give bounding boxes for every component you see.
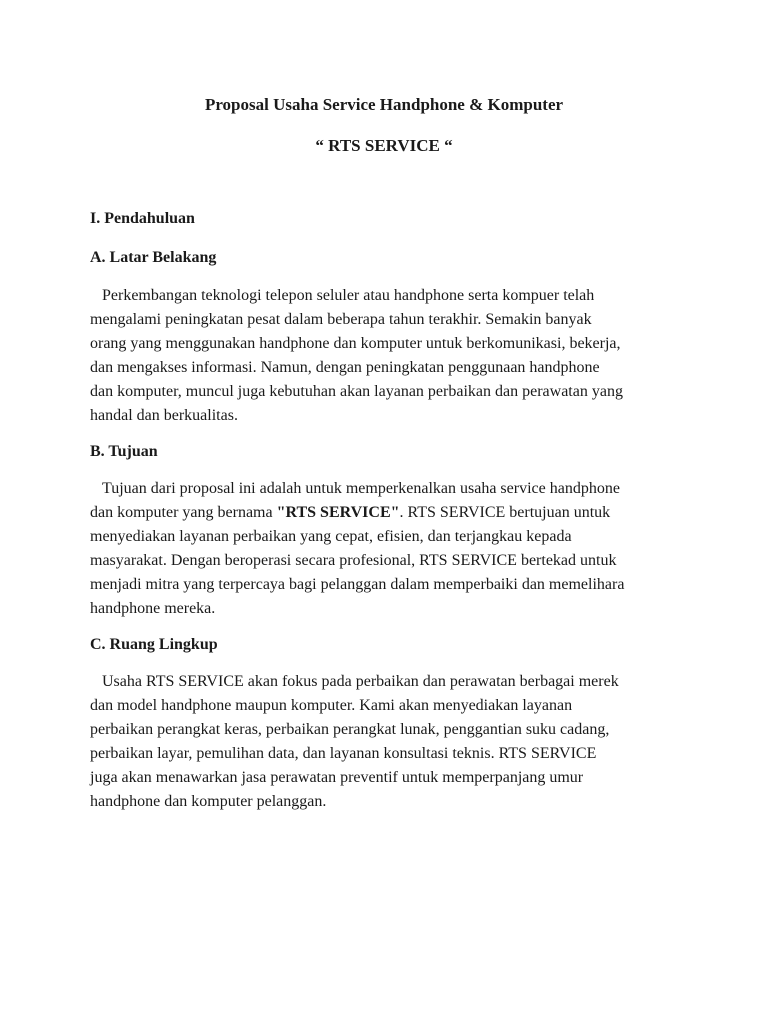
section-heading-pendahuluan: I. Pendahuluan [90,210,195,227]
paragraph-line: menjadi mitra yang terpercaya bagi pelanggan dalam memperbaiki dan memelihara [90,576,625,593]
paragraph-line: perbaikan layar, pemulihan data, dan layanan konsultasi teknis. RTS SERVICE [90,745,597,762]
bold-business-name: "RTS SERVICE" [276,504,400,521]
paragraph-line: mengalami peningkatan pesat dalam beberapa tahun terakhir. Semakin banyak [90,311,592,328]
paragraph-line: dan model handphone maupun komputer. Kami akan menyediakan layanan [90,697,573,714]
subsection-heading-tujuan: B. Tujuan [90,443,158,460]
paragraph-line: juga akan menawarkan jasa perawatan preventif untuk memperpanjang umur [90,769,584,786]
text-run: dan komputer yang bernama [90,504,277,521]
paragraph-line: handphone dan komputer pelanggan. [90,793,327,810]
text-run: . RTS SERVICE bertujuan untuk [399,504,611,521]
paragraph-line: orang yang menggunakan handphone dan komputer untuk berkomunikasi, bekerja, [90,335,621,352]
paragraph-line-with-bold [90,501,682,525]
paragraph-line: Usaha RTS SERVICE akan fokus pada perbaikan dan perawatan berbagai merek [102,673,619,690]
paragraph-line: menyediakan layanan perbaikan yang cepat, efisien, dan terjangkau kepada [90,528,572,545]
paragraph-latar-belakang [90,284,682,428]
document-subtitle: “ RTS SERVICE “ [315,136,453,155]
paragraph-line: perbaikan perangkat keras, perbaikan perangkat lunak, penggantian suku cadang, [90,721,610,738]
paragraph-line: handal dan berkualitas. [90,407,238,424]
paragraph-line: Perkembangan teknologi telepon seluler atau handphone serta kompuer telah [102,287,595,304]
paragraph-tujuan [90,477,682,621]
paragraph-ruang-lingkup [90,670,682,814]
paragraph-line: dan komputer, muncul juga kebutuhan akan layanan perbaikan dan perawatan yang [90,383,623,400]
subsection-heading-latar-belakang: A. Latar Belakang [90,249,217,266]
subsection-heading-ruang-lingkup: C. Ruang Lingkup [90,636,218,653]
document-title: Proposal Usaha Service Handphone & Komputer [204,95,564,114]
paragraph-line: handphone mereka. [90,600,216,617]
paragraph-line: masyarakat. Dengan beroperasi secara profesional, RTS SERVICE bertekad untuk [90,552,617,569]
paragraph-line: Tujuan dari proposal ini adalah untuk memperkenalkan usaha service handphone [102,480,620,497]
paragraph-line: dan mengakses informasi. Namun, dengan peningkatan penggunaan handphone [90,359,600,376]
